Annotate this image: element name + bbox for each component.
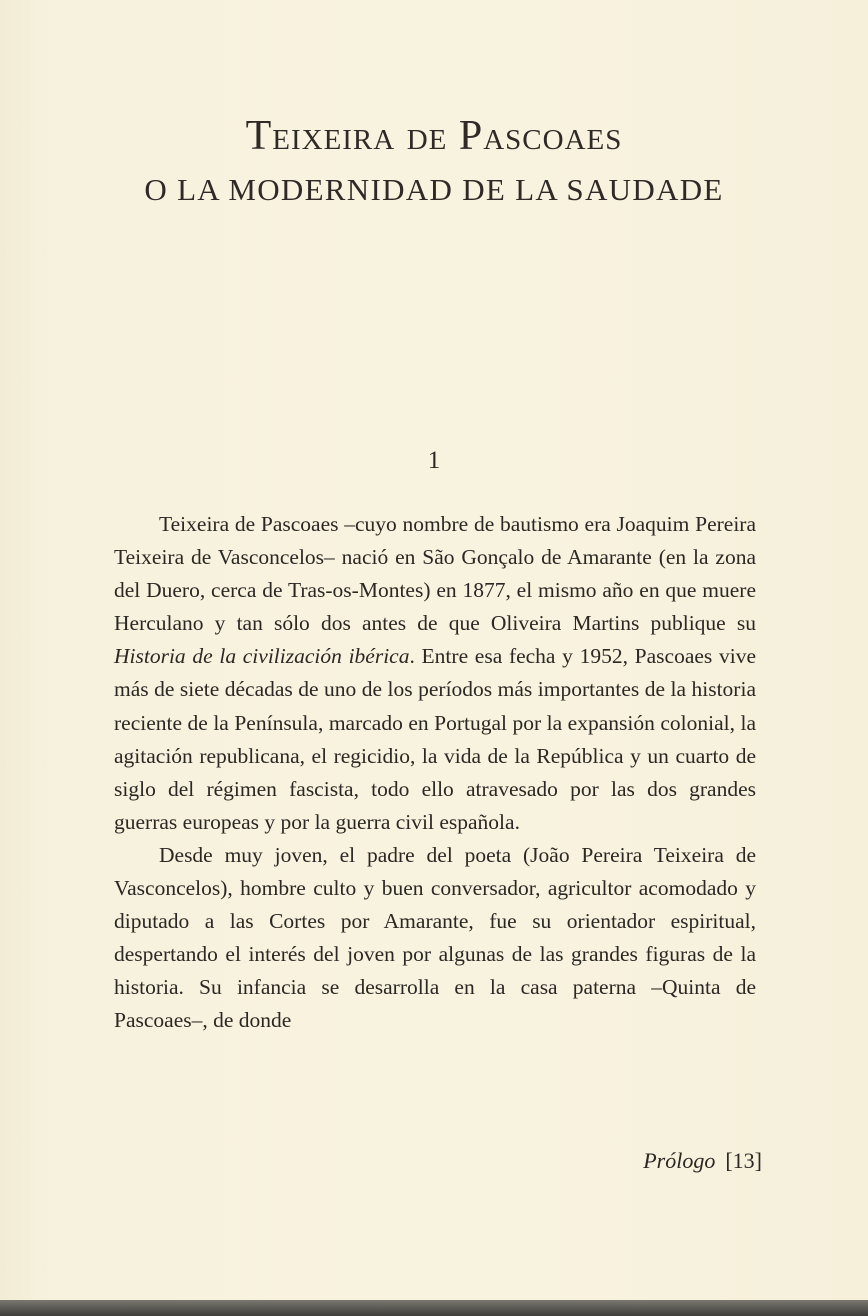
page-footer (643, 1148, 762, 1174)
body-text (114, 508, 756, 1038)
chapter-title: Teixeira de Pascoaes (245, 113, 623, 159)
paragraph-1-text-a: Teixeira de Pascoaes –cuyo nombre de bautismo era Joaquim Pereira Teixeira de Vasconcelos– nació en São Gonçalo de Amarante (en la zona del Duero, cerca de Tras-os-Montes) en 1877, el mismo año en que muere Herculano y tan sólo dos antes de que Oliveira Martins publique su (114, 512, 756, 636)
book-title-italic: Historia de la civilización ibérica (114, 644, 410, 669)
scan-bottom-edge (0, 1300, 868, 1316)
page-number: [13] (725, 1148, 762, 1173)
paragraph-1 (114, 508, 756, 839)
footer-section-label: Prólogo (643, 1148, 716, 1173)
paragraph-1-text-b: . Entre esa fecha y 1952, Pascoaes vive más de siete décadas de uno de los períodos más importantes de la historia reciente de la Península, marcado en Portugal por la expansión colonial, la agitación republicana, el regicidio, la vida de la República y un cuarto de siglo del régimen fascista, todo ello atravesado por las dos grandes guerras europeas y por la guerra civil española. (114, 644, 756, 834)
section-number: 1 (427, 447, 441, 474)
paragraph-2: Desde muy joven, el padre del poeta (João Pereira Teixeira de Vasconcelos), hombre culto y buen conversador, agricultor acomodado y diputado a las Cortes por Amarante, fue su orientador espiritual, despertando el interés del joven por algunas de las grandes figuras de la historia. Su infancia se desarrolla en la casa paterna –Quinta de Pascoaes–, de donde (114, 842, 756, 1033)
chapter-subtitle: O LA MODERNIDAD DE LA SAUDADE (144, 172, 724, 207)
